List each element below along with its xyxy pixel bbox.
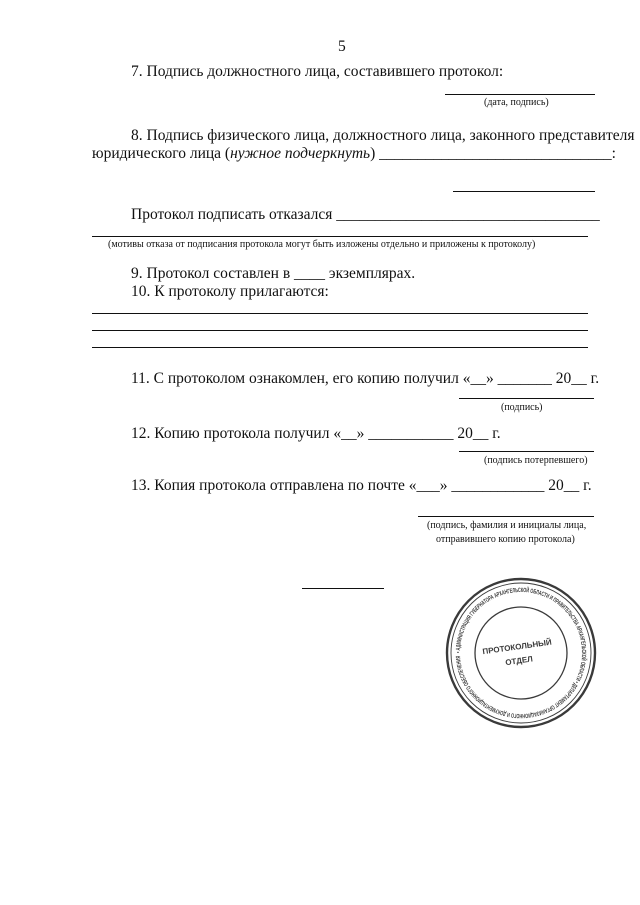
item11-caption: (подпись) xyxy=(501,402,543,413)
item8-line2-italic: нужное подчеркнуть xyxy=(230,145,371,162)
item11-signature-line xyxy=(459,398,594,399)
end-separator xyxy=(302,588,384,589)
item8-line2 xyxy=(92,146,616,162)
item8-line2-start: юридического лица ( xyxy=(92,145,231,162)
item10-label: 10. К протоколу прилагаются: xyxy=(131,283,329,300)
item8-line1: 8. Подпись физического лица, должностного лица, законного представителя xyxy=(131,127,635,144)
refused-reason-line xyxy=(92,236,588,237)
item13-caption-line2: отправившего копию протокола) xyxy=(436,534,575,545)
attachments-line-3 xyxy=(92,347,588,348)
attachments-line-2 xyxy=(92,330,588,331)
item8-line2-end: ) ______________________________: xyxy=(370,145,616,162)
item9-label: 9. Протокол составлен в ____ экземплярах. xyxy=(131,265,416,282)
item11-label: 11. С протоколом ознакомлен, его копию получил «__» _______ 20__ г. xyxy=(131,370,600,387)
page-number: 5 xyxy=(338,38,346,55)
stamp-center-line1: ПРОТОКОЛЬНЫЙ xyxy=(481,637,553,657)
item12-caption: (подпись потерпевшего) xyxy=(484,455,588,466)
refused-caption: (мотивы отказа от подписания протокола могут быть изложены отдельно и приложены к протоколу) xyxy=(108,239,536,250)
item7-caption: (дата, подпись) xyxy=(484,97,549,108)
item13-signature-line xyxy=(418,516,594,517)
item13-caption-line1: (подпись, фамилия и инициалы лица, xyxy=(427,520,587,531)
attachments-line-1 xyxy=(92,313,588,314)
item7-signature-line xyxy=(445,94,595,95)
item13-label: 13. Копия протокола отправлена по почте «___» ____________ 20__ г. xyxy=(131,477,592,494)
stamp-ring-text: • АДМИНИСТРАЦИЯ ГУБЕРНАТОРА АРХАНГЕЛЬСКОЙ ОБЛАСТИ И ПРАВИТЕЛЬСТВА АРХАНГЕЛЬСКОЙ ОБЛАСТИ • ДЕПАРТАМЕНТ ОРГАНИЗАЦИОННОГО И ДОКУМЕНТАЦИОННОГО ОБЕСПЕЧЕНИЯ xyxy=(454,586,588,720)
item12-label: 12. Копию протокола получил «__» ___________ 20__ г. xyxy=(131,425,501,442)
official-stamp xyxy=(441,573,601,733)
item8-signature-line xyxy=(453,191,595,192)
stamp-center-line2: ОТДЕЛ xyxy=(504,654,534,668)
refused-label: Протокол подписать отказался __________________________________ xyxy=(131,206,600,223)
item7-label: 7. Подпись должностного лица, составившего протокол: xyxy=(131,63,504,80)
item12-signature-line xyxy=(459,451,594,452)
stamp-graphic xyxy=(447,579,595,727)
